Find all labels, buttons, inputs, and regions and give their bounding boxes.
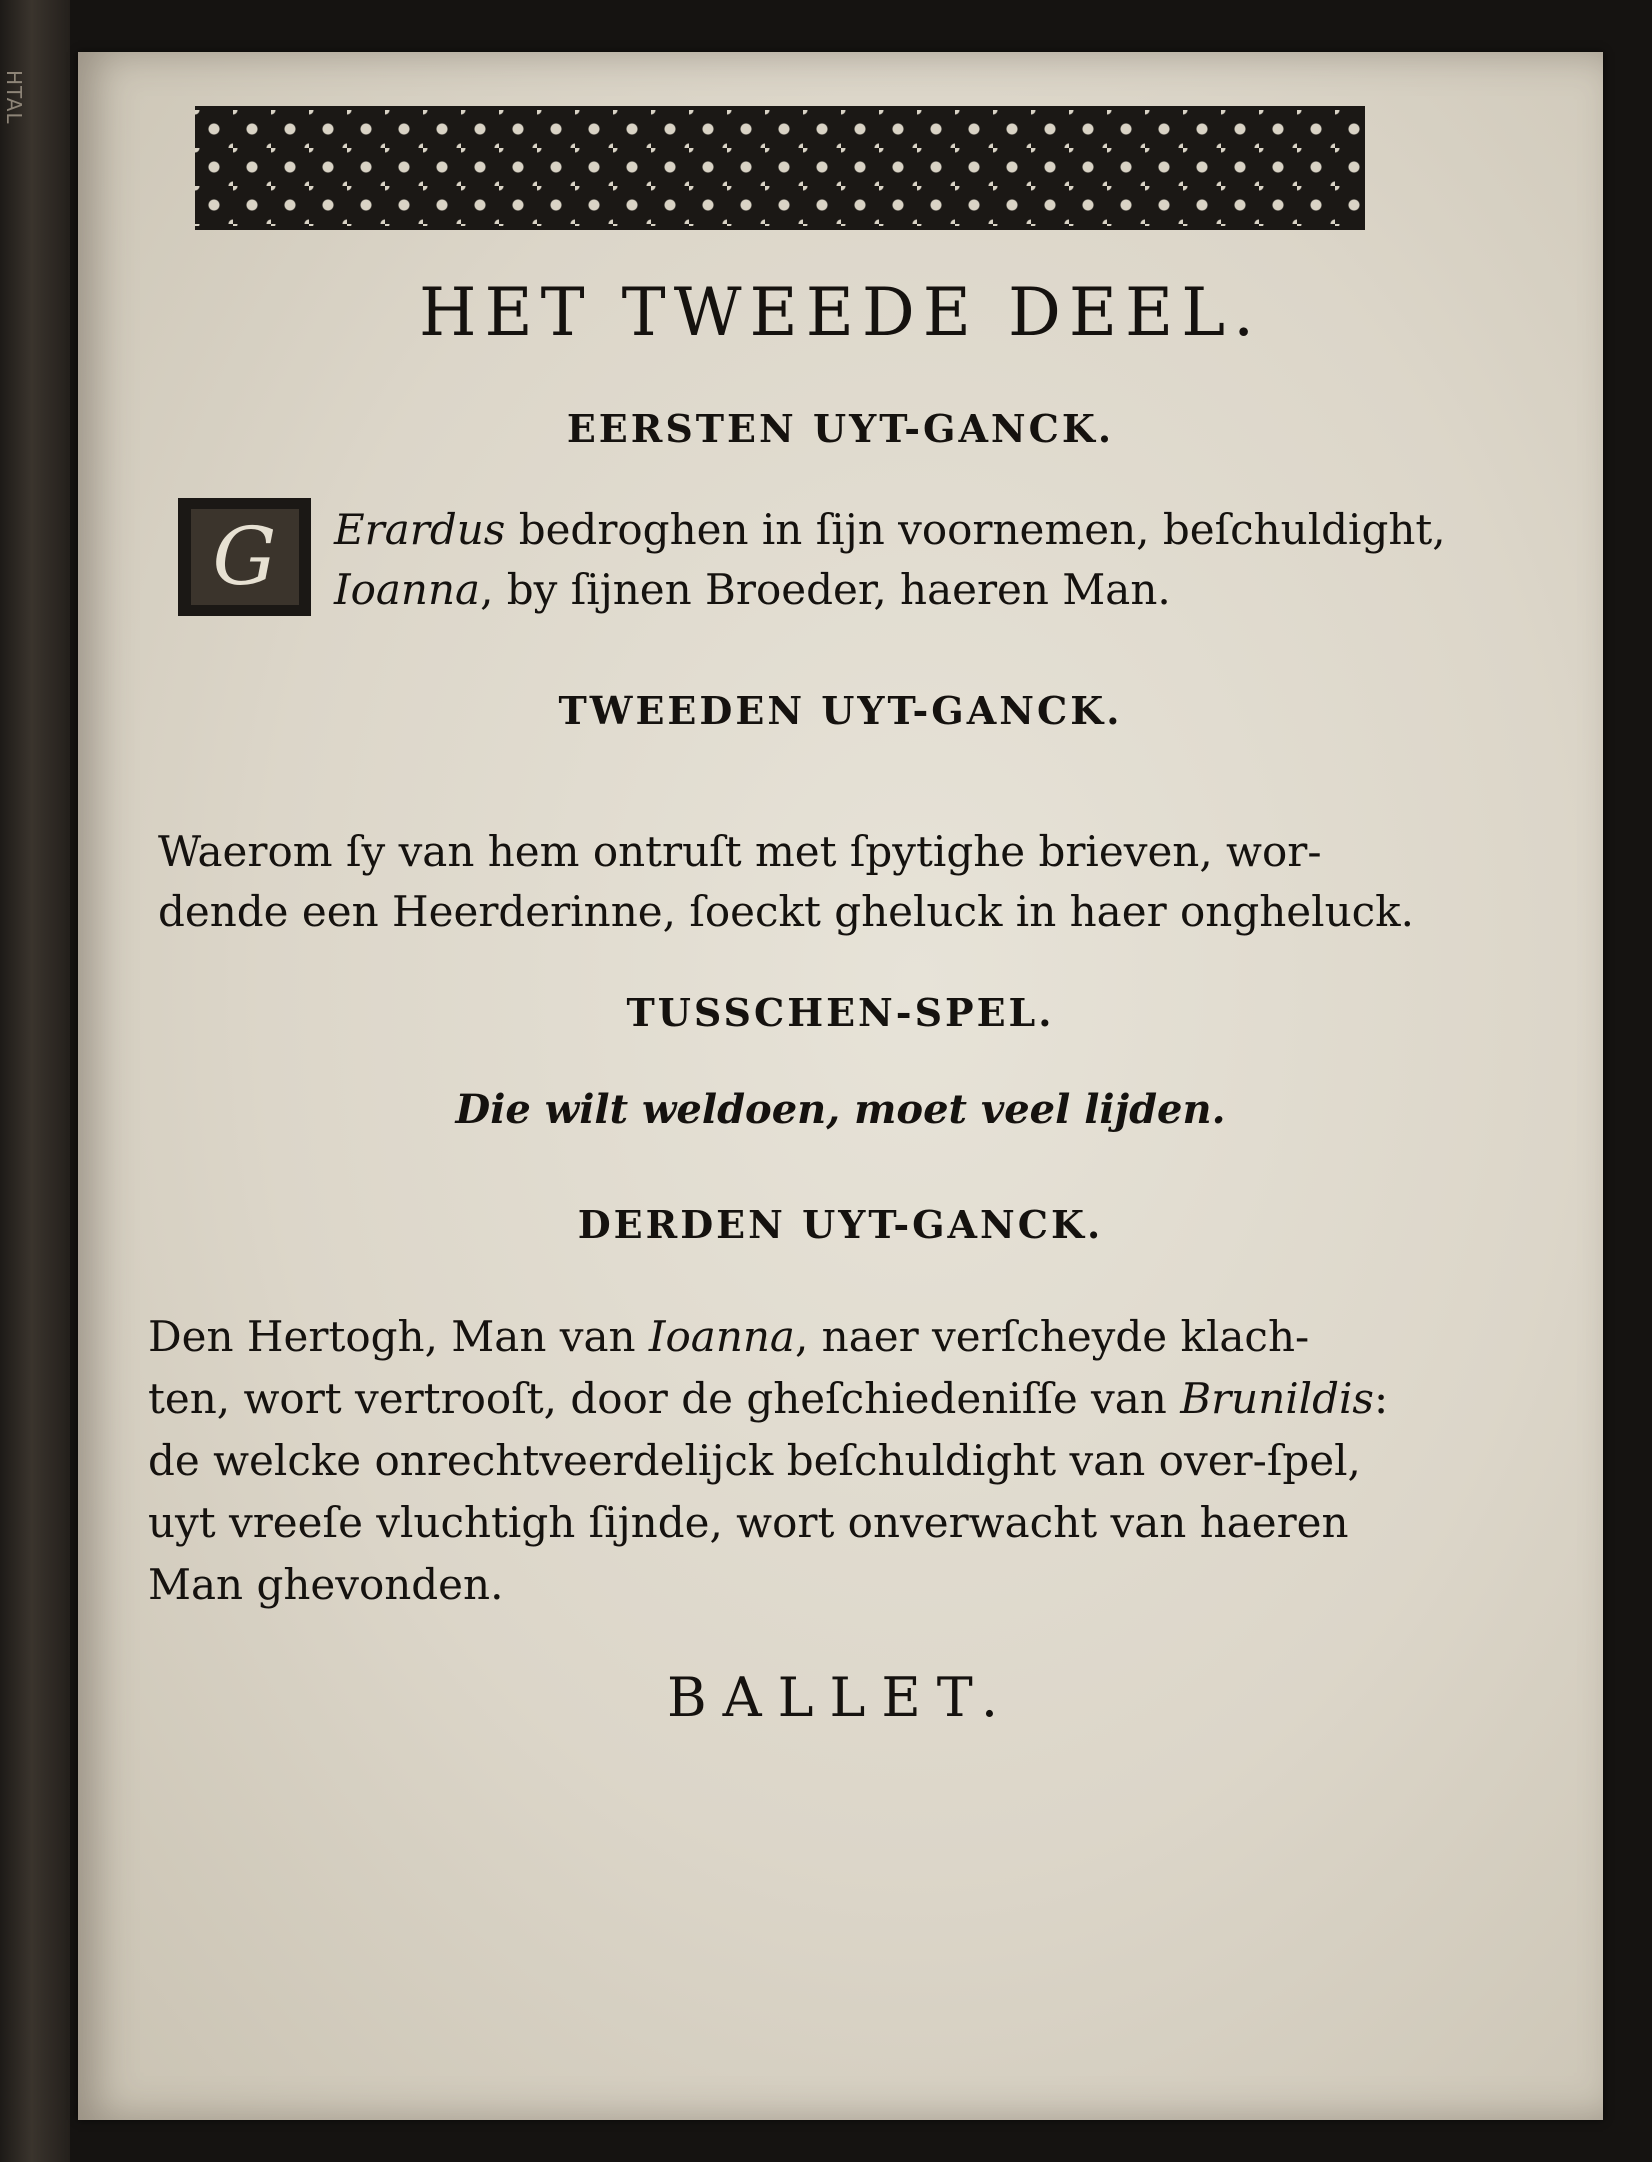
text-segment: ten, wort vertrooſt, door de gheſchiedeniſſe van bbox=[148, 1374, 1181, 1423]
interlude-heading: TUSSCHEN-SPEL. bbox=[626, 990, 1055, 1035]
ornament-band bbox=[195, 106, 1365, 230]
book-page bbox=[78, 52, 1603, 2120]
text-line: Man ghevonden. bbox=[148, 1560, 504, 1609]
ballet-heading: BALLET. bbox=[666, 1666, 1015, 1729]
name-italic: Brunildis bbox=[1180, 1374, 1374, 1423]
paragraph-third bbox=[148, 1306, 1498, 1616]
paragraph-second bbox=[158, 822, 1498, 942]
interlude-motto: Die wilt weldoen, moet veel lijden. bbox=[455, 1086, 1226, 1133]
initial-letter: G bbox=[191, 509, 299, 605]
name-italic: Ioanna bbox=[334, 565, 481, 614]
name-italic: Erardus bbox=[334, 505, 506, 554]
section-heading-third: DERDEN UYT-GANCK. bbox=[577, 1202, 1104, 1247]
section-heading-first: EERSTEN UYT-GANCK. bbox=[566, 406, 1115, 451]
page-title: HET TWEEDE DEEL. bbox=[418, 274, 1263, 351]
text-segment: Den Hertogh, Man van bbox=[148, 1312, 649, 1361]
text-segment: , by ſijnen Broeder, haeren Man. bbox=[480, 565, 1171, 614]
spine-label: HTAL bbox=[2, 70, 26, 125]
text-line: dende een Heerderinne, ſoeckt gheluck in haer ongheluck. bbox=[158, 887, 1414, 936]
name-italic: Ioanna bbox=[648, 1312, 795, 1361]
paragraph-first bbox=[334, 500, 1484, 620]
decorated-initial bbox=[178, 498, 311, 616]
book-binding bbox=[0, 0, 70, 2162]
text-segment: , naer verſcheyde klach- bbox=[794, 1312, 1310, 1361]
section-heading-second: TWEEDEN UYT-GANCK. bbox=[558, 688, 1123, 733]
text-segment: bedroghen in ſijn voornemen, beſchuldight, bbox=[505, 505, 1446, 554]
text-line: de welcke onrechtveerdelijck beſchuldight van over-ſpel, bbox=[148, 1436, 1361, 1485]
text-segment: : bbox=[1373, 1374, 1389, 1423]
text-line: Waerom ſy van hem ontruſt met ſpytighe brieven, wor- bbox=[158, 827, 1322, 876]
text-line: uyt vreeſe vluchtigh ſijnde, wort onverwacht van haeren bbox=[148, 1498, 1349, 1547]
